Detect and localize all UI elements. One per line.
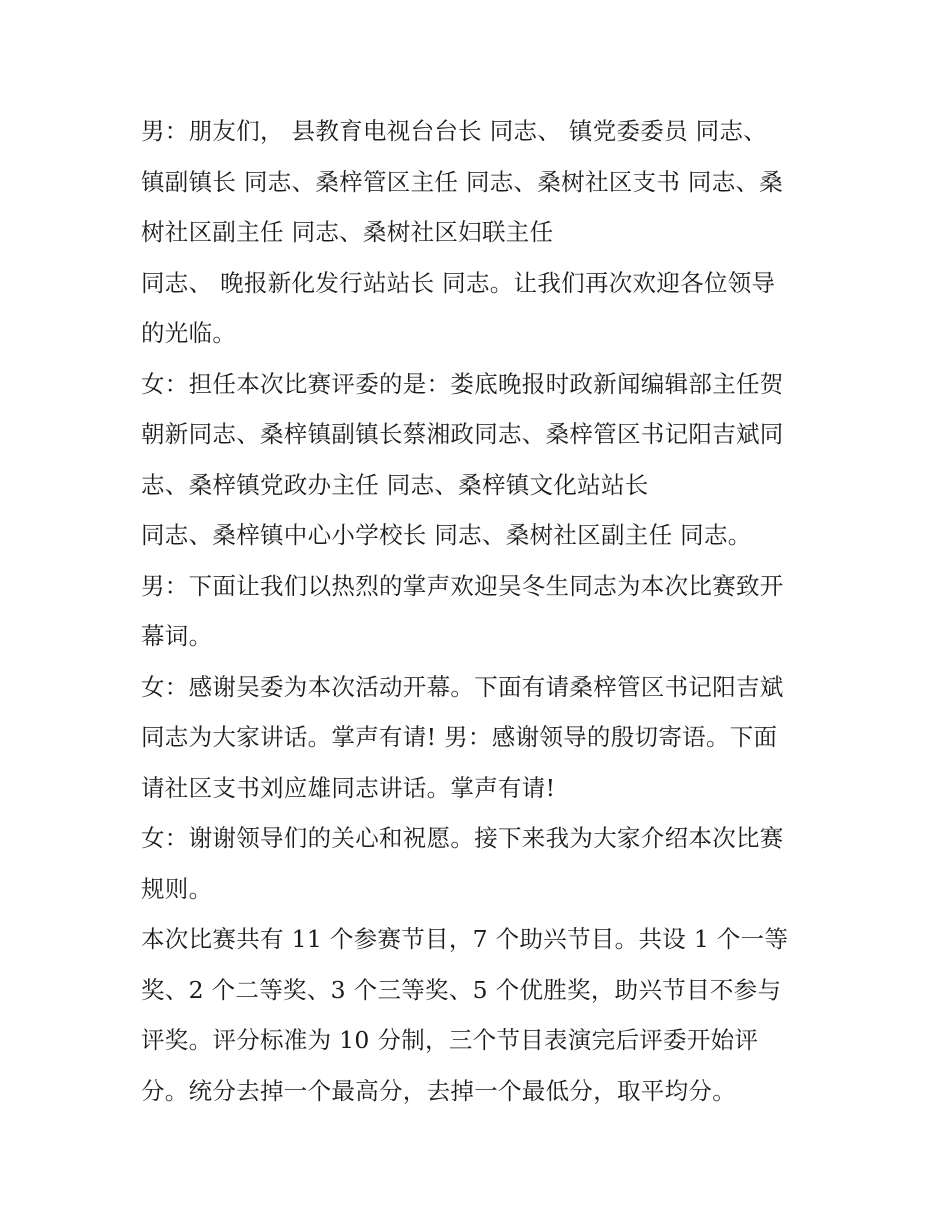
text-line: 女：谢谢领导们的关心和祝愿。接下来我为大家介绍本次比赛 [141,824,784,852]
text-line: 镇副镇长 同志、桑梓管区主任 同志、桑树社区支书 同志、桑 [141,167,784,196]
text-line: 志、桑梓镇党政办主任 同志、桑梓镇文化站站长 [141,470,649,499]
text-line: 评奖。评分标准为 10 分制，三个节目表演完后评委开始评 [141,1026,759,1054]
text-line: 女：感谢吴委为本次活动开幕。下面有请桑梓管区书记阳吉斌 [141,672,784,701]
text-line: 的光临。 [141,319,237,347]
text-line: 幕词。 [141,622,213,650]
text-line: 同志为大家讲话。掌声有请! 男：感谢领导的殷切寄语。下面 [141,723,778,751]
text-line: 规则。 [141,874,213,903]
text-line: 本次比赛共有 11 个参赛节目，7 个助兴节目。共设 1 个一等 [141,925,789,953]
text-line: 树社区副主任 同志、桑树社区妇联主任 [141,218,554,246]
text-line: 男：朋友们， 县教育电视台台长 同志、 镇党委委员 同志、 [141,117,768,145]
text-line: 女：担任本次比赛评委的是：娄底晚报时政新闻编辑部主任贺 [141,369,784,398]
text-line: 朝新同志、桑梓镇副镇长蔡湘政同志、桑梓管区书记阳吉斌同 [141,420,784,448]
text-line: 同志、 晚报新化发行站站长 同志。让我们再次欢迎各位领导 [141,268,776,297]
text-line: 同志、桑梓镇中心小学校长 同志、桑树社区副主任 同志。 [141,521,752,549]
text-line: 奖、2 个二等奖、3 个三等奖、5 个优胜奖，助兴节目不参与 [141,975,782,1004]
text-line: 请社区支书刘应雄同志讲话。掌声有请! [141,773,556,802]
text-line: 男：下面让我们以热烈的掌声欢迎吴冬生同志为本次比赛致开 [141,571,784,600]
text-line: 分。统分去掉一个最高分，去掉一个最低分，取平均分。 [141,1076,736,1105]
document-body [141,106,821,1116]
